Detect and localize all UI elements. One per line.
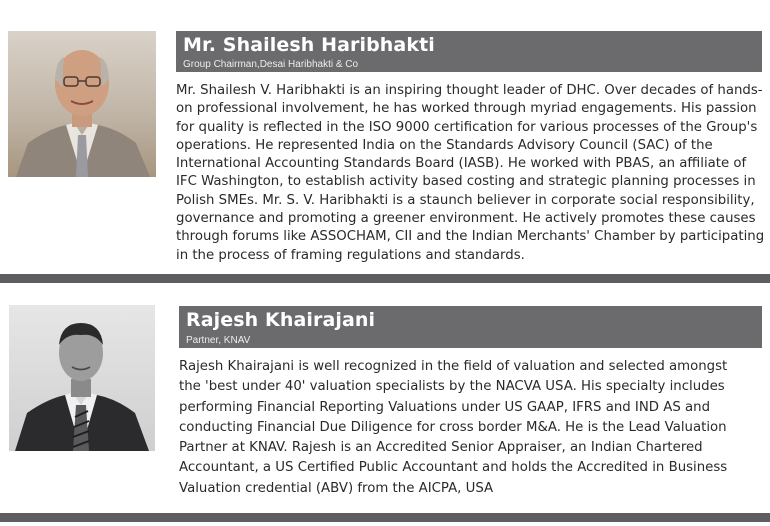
section-divider — [0, 513, 770, 522]
profile-role: Group Chairman,Desai Haribhakti & Co — [183, 59, 359, 70]
profile-name: Mr. Shailesh Haribhakti — [183, 34, 435, 56]
profile-name: Rajesh Khairajani — [186, 309, 376, 331]
profile-bio: Rajesh Khairajani is well recognized in the field of valuation and selected amongst the 'best under 40' valuation specialists by the NACVA USA. His specialty includes performing Financial Reporting Valuations under US GAAP, IFRS and IND AS and conducting Financial Due Diligence for cross border M&A. He is the Lead Valuation Partner at KNAV. Rajesh is an Accredited Senior Appraiser, an Indian Chartered Accountant, a US Certified Public Accountant and holds the Accredited in Business Valuation credential (ABV) from the AICPA, USA — [179, 359, 728, 496]
profile-photo — [9, 305, 155, 451]
profile-header — [179, 306, 762, 348]
section-divider — [0, 274, 770, 283]
profile-photo — [8, 31, 156, 177]
profile-role: Partner, KNAV — [186, 335, 251, 346]
profile-bio: Mr. Shailesh V. Haribhakti is an inspiring thought leader of DHC. Over decades of hands-on professional involvement, he has worked through myriad engagements. His passion for quality is reflected in the ISO 9000 certification for various processes of the Group's operations. He represented India on the Standards Advisory Council (SAC) of the International Accounting Standards Board (IASB). He worked with PBAS, an affiliate of IFC Washington, to establish activity based costing and strategic planning processes in Polish SMEs. Mr. S. V. Haribhakti is a staunch believer in corporate social responsibility, governance and promoting a greener environment. He actively promotes these causes through forums like ASSOCHAM, CII and the Indian Merchants' Chamber by participating in the process of framing regulations and standards. — [176, 83, 765, 263]
profile-header — [176, 31, 762, 72]
